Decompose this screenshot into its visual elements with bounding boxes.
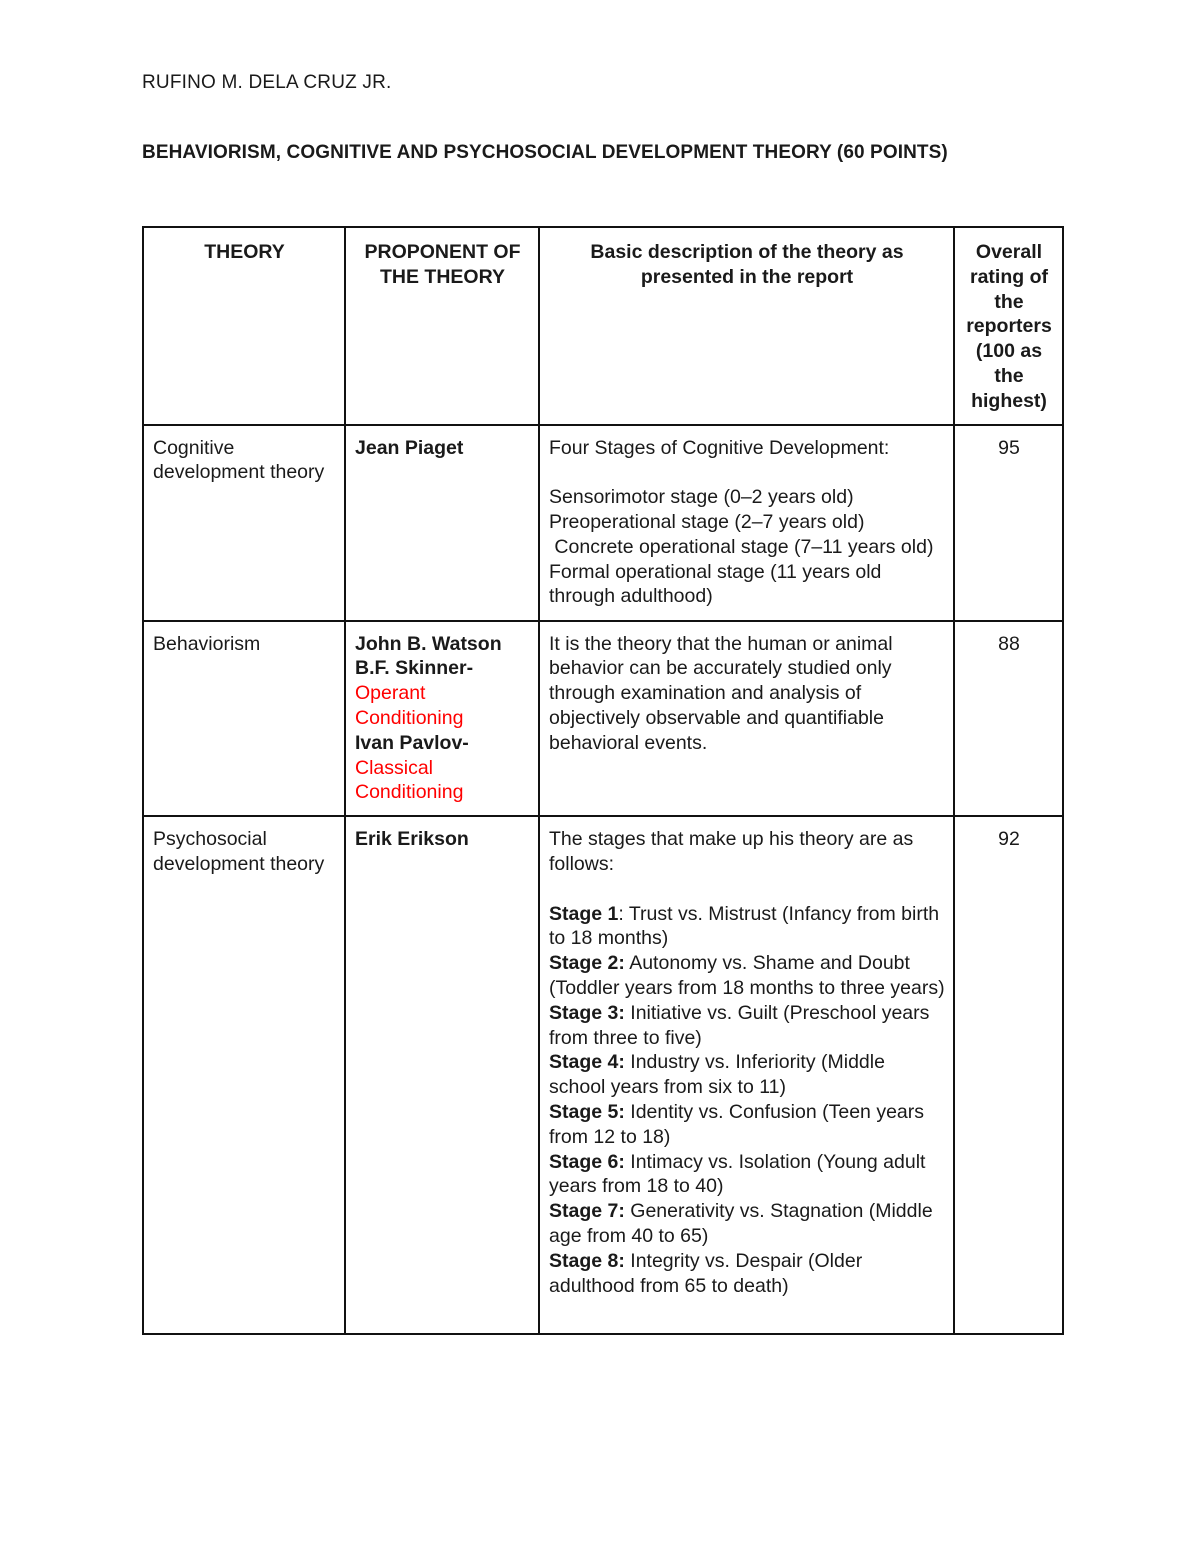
stage-item [549, 1100, 945, 1150]
description-cell [539, 816, 954, 1334]
header-rating: Overall rating of the reporters (100 as the highest) [954, 227, 1063, 425]
stage-text: Initiative vs. Guilt (Preschool years from three to five) [549, 1001, 930, 1049]
header-theory: THEORY [143, 227, 345, 425]
stage-text: Industry vs. Inferiority (Middle school years from six to 11) [549, 1051, 885, 1099]
table-header-row [143, 227, 1063, 425]
stage-label: Stage 4: [549, 1051, 625, 1074]
description-line: Concrete operational stage (7–11 years old) Formal operational stage (11 years old through adulthood) [549, 535, 939, 608]
stage-item [549, 1199, 945, 1249]
proponent-name: John B. Watson [355, 632, 502, 655]
stage-text: : Trust vs. Mistrust (Infancy from birth to 18 months) [549, 902, 940, 950]
proponent-name: Jean Piaget [355, 436, 464, 459]
rating-cell: 88 [954, 621, 1063, 817]
rating-cell: 92 [954, 816, 1063, 1334]
stage-label: Stage 3: [549, 1001, 625, 1024]
proponent-cell [345, 816, 539, 1334]
proponent-cell [345, 425, 539, 621]
proponent-name: Ivan Pavlov- [355, 731, 469, 754]
description-line: Preoperational stage (2–7 years old) [549, 510, 865, 533]
header-description: Basic description of the theory as presented in the report [539, 227, 954, 425]
stage-label: Stage 8: [549, 1249, 625, 1272]
stage-label: Stage 5: [549, 1100, 625, 1123]
stage-item [549, 1001, 945, 1051]
description-intro: The stages that make up his theory are as follows: [549, 828, 914, 875]
description-cell [539, 425, 954, 621]
description-line: Sensorimotor stage (0–2 years old) [549, 486, 854, 509]
theory-cell: Psychosocial development theory [143, 816, 345, 1334]
rating-cell: 95 [954, 425, 1063, 621]
stage-text: Integrity vs. Despair (Older adulthood from 65 to death) [549, 1249, 863, 1297]
stage-label: Stage 7: [549, 1200, 625, 1223]
document-title: BEHAVIORISM, COGNITIVE AND PSYCHOSOCIAL DEVELOPMENT THEORY (60 POINTS) [142, 142, 948, 163]
spacer [549, 877, 945, 902]
stage-text: Autonomy vs. Shame and Doubt (Toddler years from 18 months to three years) [549, 952, 945, 999]
stage-label: Stage 2: [549, 952, 625, 975]
proponent-name: B.F. Skinner- [355, 657, 474, 680]
stage-item [549, 1150, 945, 1200]
stage-text: Intimacy vs. Isolation (Young adult years from 18 to 40) [549, 1150, 926, 1198]
stage-text: Identity vs. Confusion (Teen years from 12 to 18) [549, 1100, 925, 1148]
table-row [143, 425, 1063, 621]
description-cell: It is the theory that the human or animal behavior can be accurately studied only through examination and analysis of objectively observable and quantifiable behavioral events. [539, 621, 954, 817]
stage-text: Generativity vs. Stagnation (Middle age from 40 to 65) [549, 1200, 933, 1247]
proponent-name: Erik Erikson [355, 828, 469, 851]
stage-label: Stage 1 [549, 902, 619, 925]
author-name: RUFINO M. DELA CRUZ JR. [142, 72, 392, 93]
theory-cell: Cognitive development theory [143, 425, 345, 621]
table-row [143, 816, 1063, 1334]
proponent-note: Operant Conditioning [355, 682, 464, 729]
stage-item [549, 902, 945, 952]
table-row [143, 621, 1063, 817]
proponent-note: Classical Conditioning [355, 756, 464, 804]
stage-item [549, 1050, 945, 1100]
spacer [549, 460, 945, 485]
stage-item [549, 1249, 945, 1299]
theory-table [142, 226, 1064, 1335]
description-intro: Four Stages of Cognitive Development: [549, 436, 890, 459]
stage-label: Stage 6: [549, 1150, 625, 1173]
stage-item [549, 951, 945, 1001]
theory-cell: Behaviorism [143, 621, 345, 817]
header-proponent: PROPONENT OF THE THEORY [345, 227, 539, 425]
proponent-cell [345, 621, 539, 817]
